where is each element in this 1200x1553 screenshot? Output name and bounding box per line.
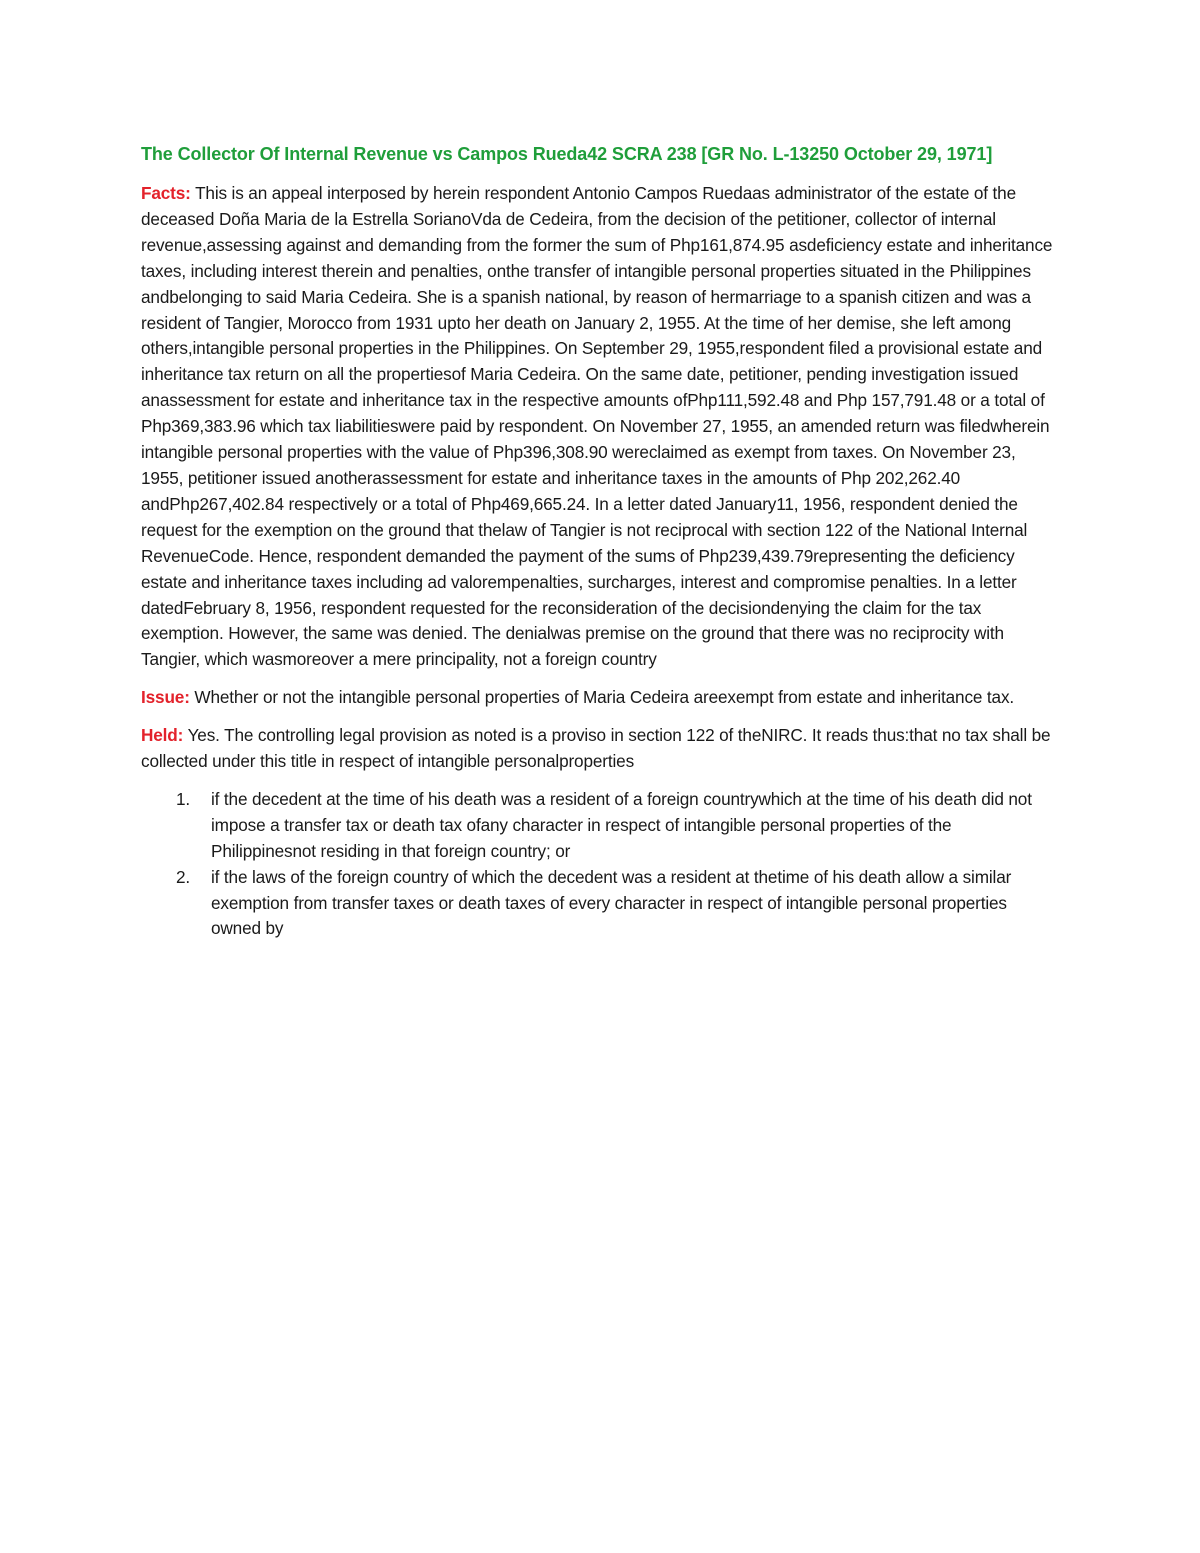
list-item-number: 2. — [176, 866, 191, 887]
issue-paragraph — [141, 685, 1056, 711]
list-item-text: if the decedent at the time of his death was a resident of a foreign countrywhich at the time of his death did not impose a transfer tax or death tax ofany character in respect of intangible personal properties of the Philippinesnot residing in that foreign country; or — [211, 788, 1032, 861]
held-text: Yes. The controlling legal provision as noted is a proviso in section 122 of theNIRC. It reads thus:that no tax shall be collected under this title in respect of intangible personalproperties — [141, 725, 1051, 772]
proviso-list — [141, 787, 1056, 942]
facts-text: This is an appeal interposed by herein respondent Antonio Campos Ruedaas administrator of the estate of the deceased Doña Maria de la Estrella SorianoVda de Cedeira, from the decision of the petitioner, collector of internal revenue,assessing against and demanding from the former the sum of Php161,874.95 asdeficiency estate and inheritance taxes, including interest therein and penalties, onthe transfer of intangible personal properties situated in the Philippines andbelonging to said Maria Cedeira. She is a spanish national, by reason of hermarriage to a spanish citizen and was a resident of Tangier, Morocco from 1931 upto her death on January 2, 1955. At the time of her demise, she left among others,intangible personal properties in the Philippines. On September 29, 1955,respondent filed a provisional estate and inheritance tax return on all the propertiesof Maria Cedeira. On the same date, petitioner, pending investigation issued anassessment for estate and inheritance tax in the respective amounts ofPhp111,592.48 and Php 157,791.48 or a total of Php369,383.96 which tax liabilitieswere paid by respondent. On November 27, 1955, an amended return was filedwherein intangible personal properties with the value of Php396,308.90 wereclaimed as exempt from taxes. On November 23, 1955, petitioner issued anotherassessment for estate and inheritance taxes in the amounts of Php 202,262.40 andPhp267,402.84 respectively or a total of Php469,665.24. In a letter dated January11, 1956, respondent denied the request for the exemption on the ground that thelaw of Tangier is not reciprocal with section 122 of the National Internal RevenueCode. Hence, respondent demanded the payment of the sums of Php239,439.79representing the deficiency estate and inheritance taxes including ad valorempenalties, surcharges, interest and compromise penalties. In a letter datedFebruary 8, 1956, respondent requested for the reconsideration of the decisiondenying the claim for the tax exemption. However, the same was denied. The denialwas premise on the ground that there was no reciprocity with Tangier, which wasmoreover a mere principality, not a foreign country — [141, 183, 1053, 670]
list-item — [141, 865, 1056, 943]
list-item-number: 1. — [176, 788, 191, 809]
held-paragraph — [141, 723, 1056, 775]
list-item — [141, 787, 1056, 865]
document-page — [141, 141, 1056, 942]
case-title: The Collector Of Internal Revenue vs Campos Rueda42 SCRA 238 [GR No. L-13250 October 29, 1971] — [141, 144, 993, 164]
facts-label: Facts: — [141, 183, 191, 203]
held-label: Held: — [141, 725, 184, 746]
issue-text: Whether or not the intangible personal properties of Maria Cedeira areexempt from estate and inheritance tax. — [194, 687, 1015, 708]
issue-label: Issue: — [141, 687, 190, 708]
facts-paragraph — [141, 181, 1056, 673]
list-item-text: if the laws of the foreign country of which the decedent was a resident at thetime of his death allow a similar exemption from transfer taxes or death taxes of every character in respect of intangible personal properties owned by — [211, 866, 1012, 939]
